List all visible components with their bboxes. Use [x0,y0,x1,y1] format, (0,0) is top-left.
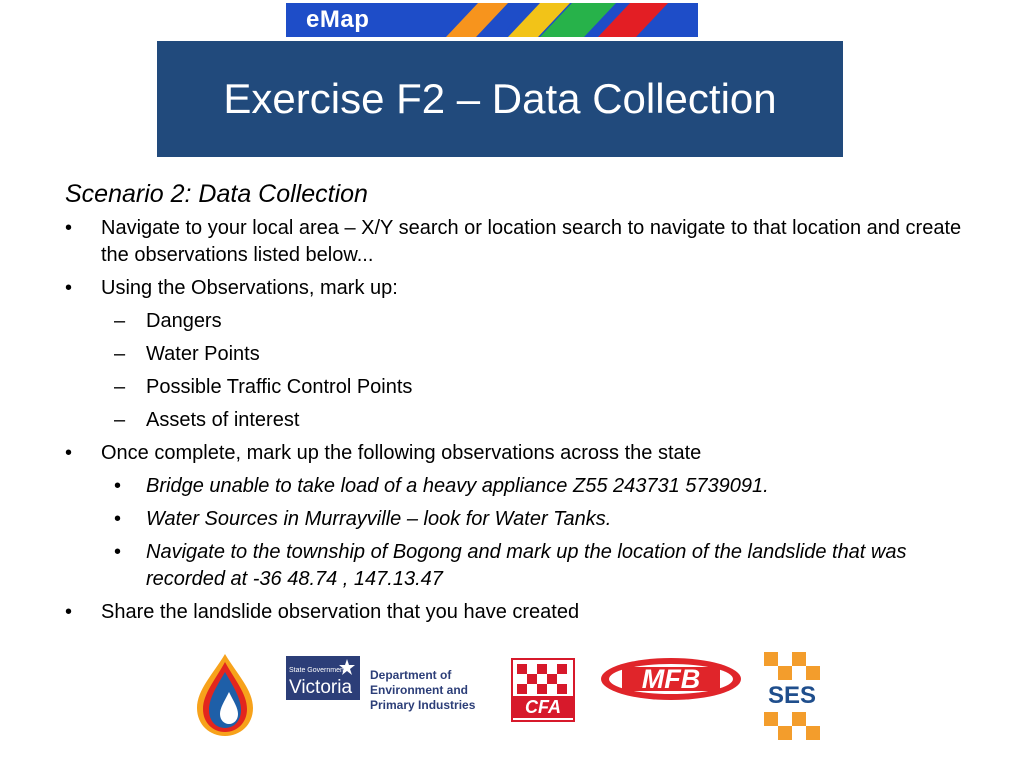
dpi-line: Environment and [370,683,469,697]
bullet-marker: • [114,475,122,497]
victoria-badge [286,656,360,700]
ses-text: SES [767,682,817,709]
dpi-name [370,668,475,713]
mfb-logo [600,656,742,702]
dash-marker: – [114,409,126,431]
victoria-dpi-logo [286,656,481,712]
bullet-item [65,599,965,626]
sub-bullet-text: Possible Traffic Control Points [146,376,413,398]
bullet-text: Using the Observations, mark up: [101,277,398,299]
sub-bullet-item [65,539,965,593]
dash-marker: – [114,376,126,398]
bullet-marker: • [114,508,122,530]
victoria-small-label: State Government [289,667,346,674]
flame-drop-logo [193,652,257,738]
sub-bullet-text: Water Sources in Murrayville – look for Water Tanks. [146,508,612,530]
sub-bullet-text: Bridge unable to take load of a heavy appliance Z55 243731 5739091. [146,475,769,497]
sub-bullet-item [65,407,965,434]
bullet-text: Share the landslide observation that you have created [101,601,580,623]
sub-bullet-text: Navigate to the township of Bogong and mark up the location of the landslide that was recorded at -36 48.74 , 147.13.47 [146,541,907,590]
cfa-text: CFA [513,696,573,718]
sub-bullet-text: Water Points [146,343,260,365]
dpi-line: Primary Industries [370,698,476,712]
dash-marker: – [114,310,126,332]
bullet-marker: • [65,277,73,299]
cfa-logo [511,658,575,722]
cfa-checker-icon [513,660,573,700]
sub-bullet-text: Assets of interest [146,409,300,431]
emap-logo-text: eMap [306,6,370,33]
slide-content [65,180,965,632]
sub-bullet-item [65,506,965,533]
mfb-text: MFB [641,664,701,694]
sub-bullet-item [65,374,965,401]
title-box [157,41,843,157]
bullet-item [65,215,965,269]
sub-bullet-item [65,473,965,500]
dpi-line: Department of [370,668,452,682]
bullet-item [65,275,965,302]
sub-bullet-item [65,341,965,368]
victoria-word: Victoria [289,677,353,698]
bullet-marker: • [65,442,73,464]
logo-strip [0,640,1024,750]
bullet-marker: • [114,541,122,563]
slide-title: Exercise F2 – Data Collection [223,75,777,122]
bullet-text: Navigate to your local area – X/Y search or location search to navigate to that location and create the observations listed below... [101,217,962,266]
sub-bullet-text: Dangers [146,310,222,332]
bullet-text: Once complete, mark up the following observations across the state [101,442,702,464]
bullet-marker: • [65,601,73,623]
sub-bullet-item [65,308,965,335]
scenario-heading: Scenario 2: Data Collection [65,180,368,208]
emap-banner [286,3,698,37]
ses-logo [764,652,820,740]
bullet-item [65,440,965,467]
dash-marker: – [114,343,126,365]
bullet-marker: • [65,217,73,239]
